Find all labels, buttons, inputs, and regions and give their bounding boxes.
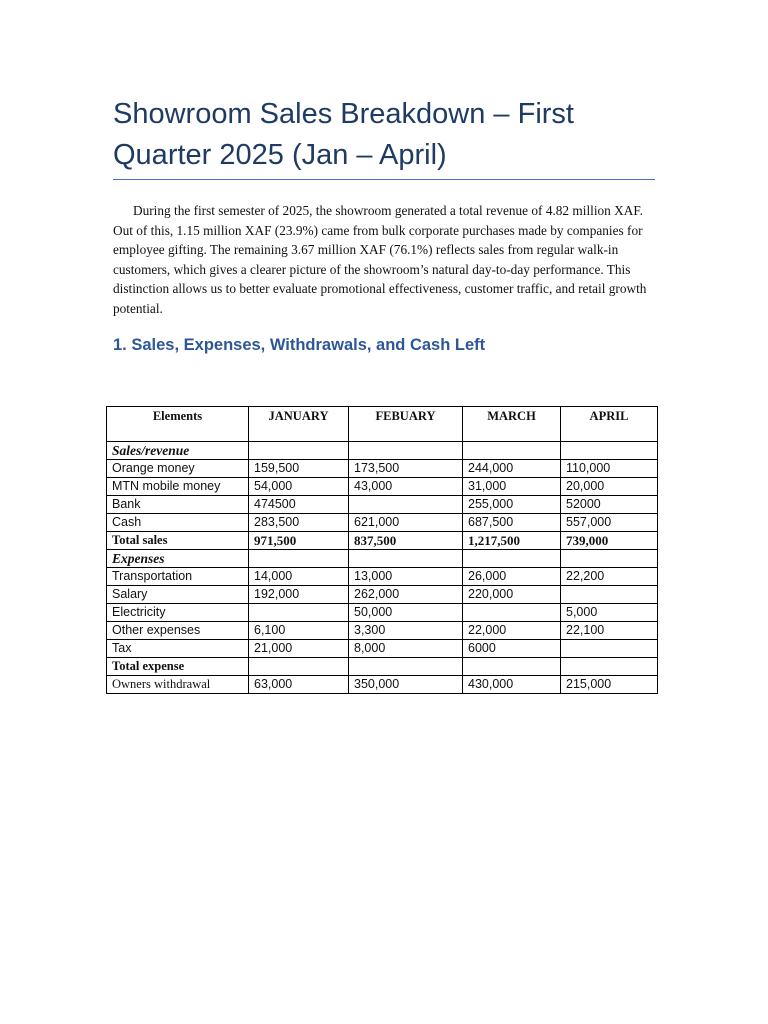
table-cell: 971,500 — [249, 532, 349, 550]
row-label: Orange money — [107, 460, 249, 478]
table-cell — [349, 496, 463, 514]
table-row — [107, 640, 658, 658]
table-row — [107, 604, 658, 622]
table-cell — [249, 658, 349, 676]
table-cell: 21,000 — [249, 640, 349, 658]
row-label: Total sales — [107, 532, 249, 550]
header-cell: MARCH — [463, 407, 561, 442]
table-cell: 244,000 — [463, 460, 561, 478]
table-cell: 26,000 — [463, 568, 561, 586]
header-cell: JANUARY — [249, 407, 349, 442]
table-cell: 215,000 — [561, 676, 658, 694]
table-cell: 52000 — [561, 496, 658, 514]
document-title: Showroom Sales Breakdown – First Quarter 2025 (Jan – April) — [113, 98, 574, 171]
table-cell — [561, 640, 658, 658]
table-row — [107, 586, 658, 604]
intro-paragraph: During the first semester of 2025, the showroom generated a total revenue of 4.82 million XAF. Out of this, 1.15 million XAF (23.9%) came from bulk corporate purchases made by companies for employee gifting. The remaining 3.67 million XAF (76.1%) reflects sales from regular walk-in customers, which gives a clearer picture of the showroom’s natural day-to-day performance. This distinction allows us to better evaluate promotional effectiveness, customer traffic, and retail growth potential. — [113, 203, 647, 316]
row-label: Cash — [107, 514, 249, 532]
table-cell: 6000 — [463, 640, 561, 658]
table-cell: 255,000 — [463, 496, 561, 514]
table-cell: 22,100 — [561, 622, 658, 640]
table-cell: 739,000 — [561, 532, 658, 550]
table-cell: 350,000 — [349, 676, 463, 694]
table-cell: 557,000 — [561, 514, 658, 532]
table-cell: 22,200 — [561, 568, 658, 586]
table-cell: 837,500 — [349, 532, 463, 550]
table-cell — [561, 550, 658, 568]
row-label: Other expenses — [107, 622, 249, 640]
table-cell: 22,000 — [463, 622, 561, 640]
table-cell — [349, 550, 463, 568]
header-cell: APRIL — [561, 407, 658, 442]
total-expense-row — [107, 658, 658, 676]
table-row — [107, 568, 658, 586]
total-sales-row — [107, 532, 658, 550]
table-cell — [349, 658, 463, 676]
table-cell: 43,000 — [349, 478, 463, 496]
row-label: Salary — [107, 586, 249, 604]
row-label: MTN mobile money — [107, 478, 249, 496]
table-row — [107, 514, 658, 532]
title-underline — [113, 179, 655, 180]
table-cell: 192,000 — [249, 586, 349, 604]
row-label: Total expense — [107, 658, 249, 676]
table-cell — [463, 442, 561, 460]
header-cell: FEBUARY — [349, 407, 463, 442]
table-cell: 5,000 — [561, 604, 658, 622]
table-cell: 20,000 — [561, 478, 658, 496]
table-cell: 159,500 — [249, 460, 349, 478]
section-label-sales: Sales/revenue — [107, 442, 249, 460]
table-cell: 173,500 — [349, 460, 463, 478]
section-row-sales — [107, 442, 658, 460]
table-row — [107, 496, 658, 514]
row-label: Bank — [107, 496, 249, 514]
table-cell: 687,500 — [463, 514, 561, 532]
header-cell: Elements — [107, 407, 249, 442]
table-cell — [349, 442, 463, 460]
table-cell — [249, 550, 349, 568]
table-header-row — [107, 407, 658, 442]
finance-table — [106, 406, 658, 694]
table-cell: 220,000 — [463, 586, 561, 604]
row-label: Electricity — [107, 604, 249, 622]
section-heading: 1. Sales, Expenses, Withdrawals, and Cash Left — [113, 336, 486, 354]
table-cell: 1,217,500 — [463, 532, 561, 550]
table-cell — [561, 442, 658, 460]
row-label: Transportation — [107, 568, 249, 586]
table-cell: 8,000 — [349, 640, 463, 658]
table-cell: 14,000 — [249, 568, 349, 586]
table-cell: 13,000 — [349, 568, 463, 586]
table-row — [107, 460, 658, 478]
table-cell: 262,000 — [349, 586, 463, 604]
row-label: Owners withdrawal — [107, 676, 249, 694]
table-cell: 474500 — [249, 496, 349, 514]
table-cell — [561, 658, 658, 676]
table-cell: 63,000 — [249, 676, 349, 694]
table-cell — [463, 604, 561, 622]
table-cell: 31,000 — [463, 478, 561, 496]
table-cell — [561, 586, 658, 604]
table-cell: 430,000 — [463, 676, 561, 694]
row-label: Tax — [107, 640, 249, 658]
table-cell: 621,000 — [349, 514, 463, 532]
section-label-expenses: Expenses — [107, 550, 249, 568]
table-cell: 110,000 — [561, 460, 658, 478]
table-cell: 50,000 — [349, 604, 463, 622]
table-cell — [249, 604, 349, 622]
section-row-expenses — [107, 550, 658, 568]
table-cell — [463, 550, 561, 568]
table-row — [107, 478, 658, 496]
table-row — [107, 622, 658, 640]
table-cell: 283,500 — [249, 514, 349, 532]
table-cell: 6,100 — [249, 622, 349, 640]
table-cell — [249, 442, 349, 460]
owners-withdrawal-row — [107, 676, 658, 694]
table-cell — [463, 658, 561, 676]
table-cell: 54,000 — [249, 478, 349, 496]
table-cell: 3,300 — [349, 622, 463, 640]
